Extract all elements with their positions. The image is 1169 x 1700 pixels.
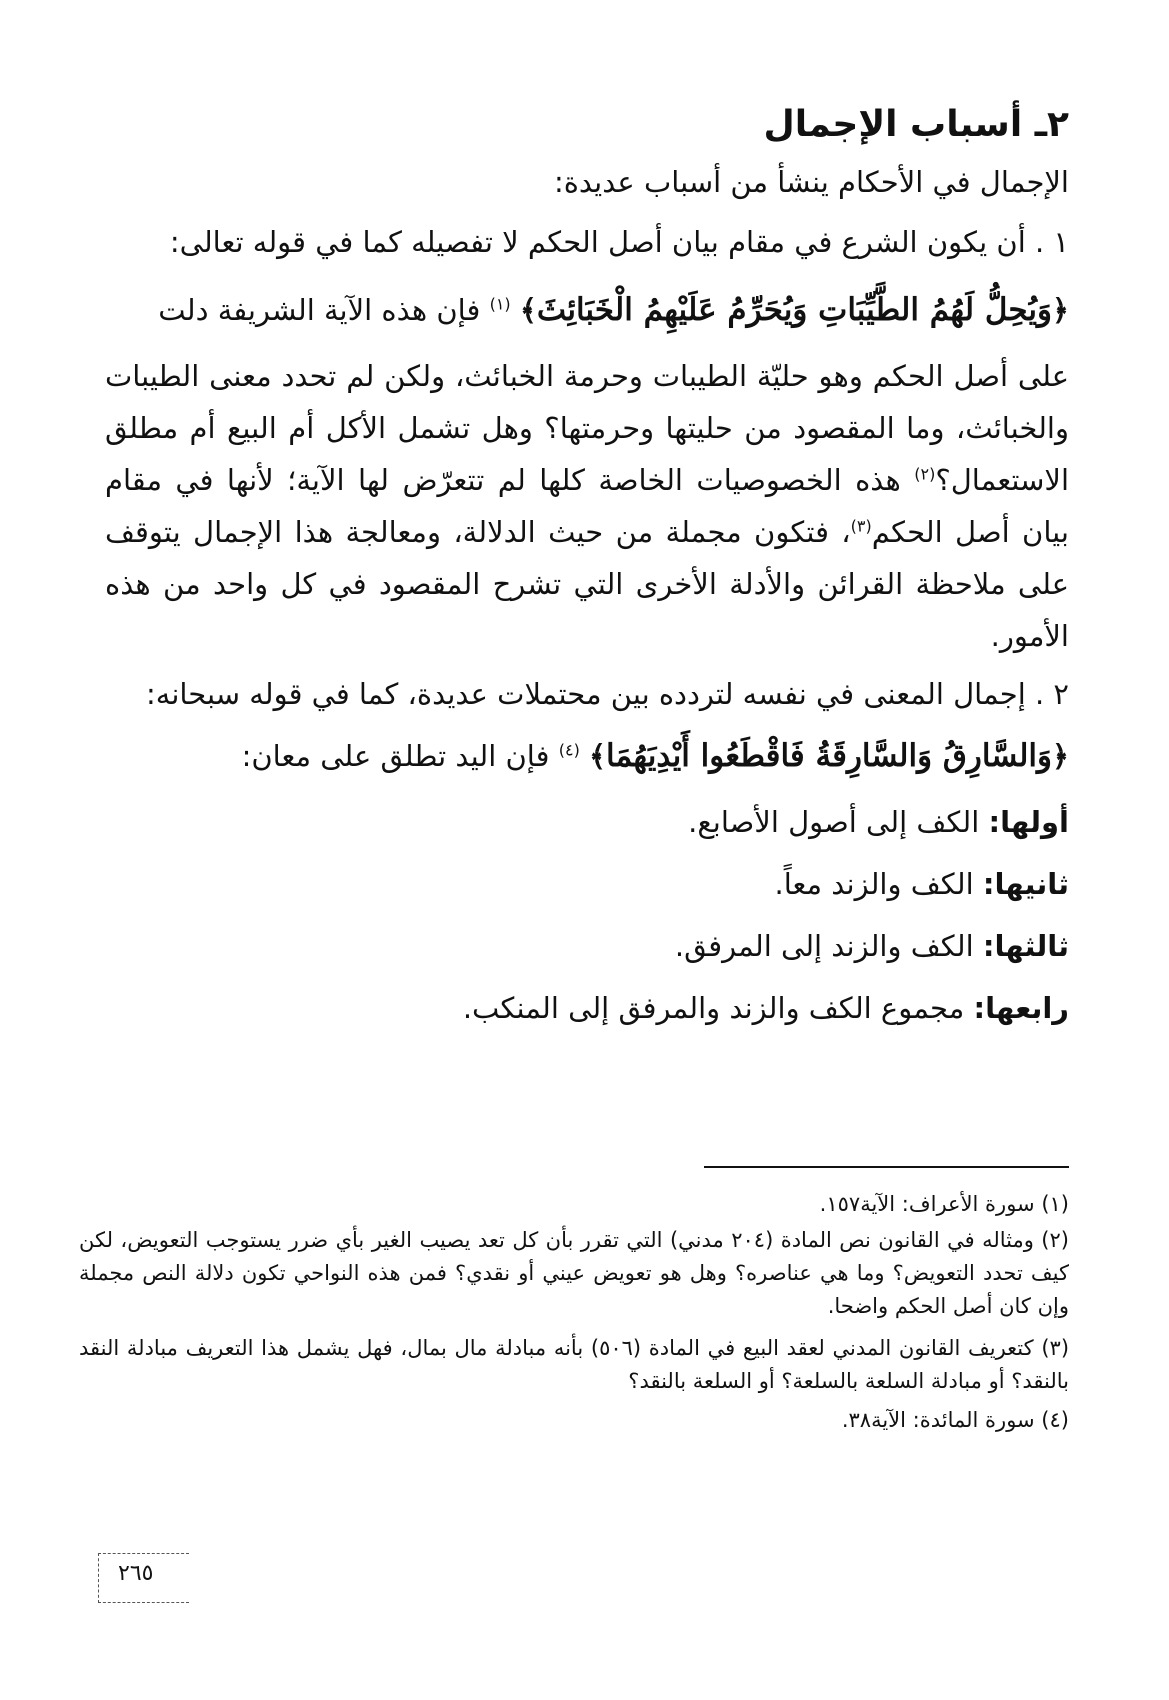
verse2-text: وَالسَّارِقُ وَالسَّارِقَةُ فَاقْطَعُوا أَيْدِيَهُمَا bbox=[606, 738, 1052, 774]
meaning-label: ثانيها: bbox=[982, 867, 1069, 901]
verse1-continuation: فإن هذه الآية الشريفة دلت bbox=[158, 293, 481, 327]
footnote-ref-3[interactable]: (٣) bbox=[850, 516, 872, 536]
meaning-label: رابعها: bbox=[973, 991, 1069, 1025]
page-number-box bbox=[98, 1553, 190, 1603]
meaning-item bbox=[675, 924, 1069, 968]
footnote-2: (٢) ومثاله في القانون نص المادة (٢٠٤ مدني) التي تقرر بأن كل تعد يصيب الغير بأي ضرر يستوجب التعويض، لكن كيف تحدد التعويض؟ وما هي عناصره؟ وهل هو تعويض عيني أو نقدي؟ فمن هذه النواحي تكون دلالة النص مجملة وإن كان أصل الحكم واضحا. bbox=[79, 1228, 1069, 1318]
verse2-continuation: فإن اليد تطلق على معان: bbox=[241, 739, 550, 773]
meaning-text: الكف والزند إلى المرفق. bbox=[674, 929, 974, 963]
footnote-4: (٤) سورة المائدة: الآية٣٨. bbox=[841, 1408, 1069, 1432]
verse-close-brace: ﴾ bbox=[519, 293, 537, 327]
meaning-item bbox=[463, 986, 1069, 1030]
footnote-ref-1[interactable]: (١) bbox=[489, 294, 511, 314]
verse2-line bbox=[105, 734, 1069, 778]
item2-lead: ٢ . إجمال المعنى في نفسه لتردده بين محتملات عديدة، كما في قوله سبحانه: bbox=[146, 677, 1069, 711]
meaning-label: أولها: bbox=[988, 805, 1069, 839]
footnote-ref-2[interactable]: (٢) bbox=[914, 464, 936, 484]
footnote-ref-4[interactable]: (٤) bbox=[558, 740, 580, 760]
item1-body-part-c: ، فتكون مجملة من حيث الدلالة، ومعالجة هذا الإجمال يتوقف على ملاحظة القرائن والأدلة الأخرى التي تشرح المقصود في كل واحد من هذه الأمور. bbox=[105, 515, 1069, 653]
footnote-divider bbox=[704, 1166, 1069, 1168]
meaning-item bbox=[688, 800, 1069, 844]
section-heading: ٢ـ أسباب الإجمال bbox=[763, 104, 1069, 145]
meaning-text: الكف والزند معاً. bbox=[774, 867, 974, 901]
item1-body bbox=[105, 350, 1069, 662]
verse-open-brace: ﴿ bbox=[1052, 293, 1069, 327]
meaning-text: الكف إلى أصول الأصابع. bbox=[688, 805, 980, 839]
item1-body-part-b: هذه الخصوصيات الخاصة كلها لم تتعرّض لها الآية؛ لأنها في مقام بيان أصل الحكم bbox=[105, 463, 1069, 549]
footnote-1: (١) سورة الأعراف: الآية١٥٧. bbox=[819, 1192, 1069, 1216]
verse2-close-brace: ﴾ bbox=[589, 739, 607, 773]
intro-paragraph: الإجمال في الأحكام ينشأ من أسباب عديدة: bbox=[553, 165, 1069, 199]
verse1-line bbox=[105, 288, 1069, 332]
verse2-open-brace: ﴿ bbox=[1052, 739, 1069, 773]
meaning-label: ثالثها: bbox=[982, 929, 1069, 963]
item1-body-part-a: على أصل الحكم وهو حليّة الطيبات وحرمة الخبائث، ولكن لم تحدد معنى الطيبات والخبائث، وما المقصود من حليتها وحرمتها؟ وهل تشمل الأكل أم البيع أم مطلق الاستعمال؟ bbox=[105, 359, 1070, 497]
verse1-text: وَيُحِلُّ لَهُمُ الطَّيِّبَاتِ وَيُحَرِّمُ عَلَيْهِمُ الْخَبَائِثَ bbox=[536, 292, 1052, 328]
footnote-3: (٣) كتعريف القانون المدني لعقد البيع في المادة (٥٠٦) بأنه مبادلة مال بمال، فهل يشمل هذا التعريف مبادلة النقد بالنقد؟ أو مبادلة السلعة بالسلعة؟ أو السلعة بالنقد؟ bbox=[79, 1336, 1070, 1393]
page-number: ٢٦٥ bbox=[118, 1561, 154, 1586]
item1-lead: ١ . أن يكون الشرع في مقام بيان أصل الحكم لا تفصيله كما في قوله تعالى: bbox=[169, 225, 1069, 259]
meaning-item bbox=[775, 862, 1070, 906]
meaning-text: مجموع الكف والزند والمرفق إلى المنكب. bbox=[462, 991, 965, 1025]
